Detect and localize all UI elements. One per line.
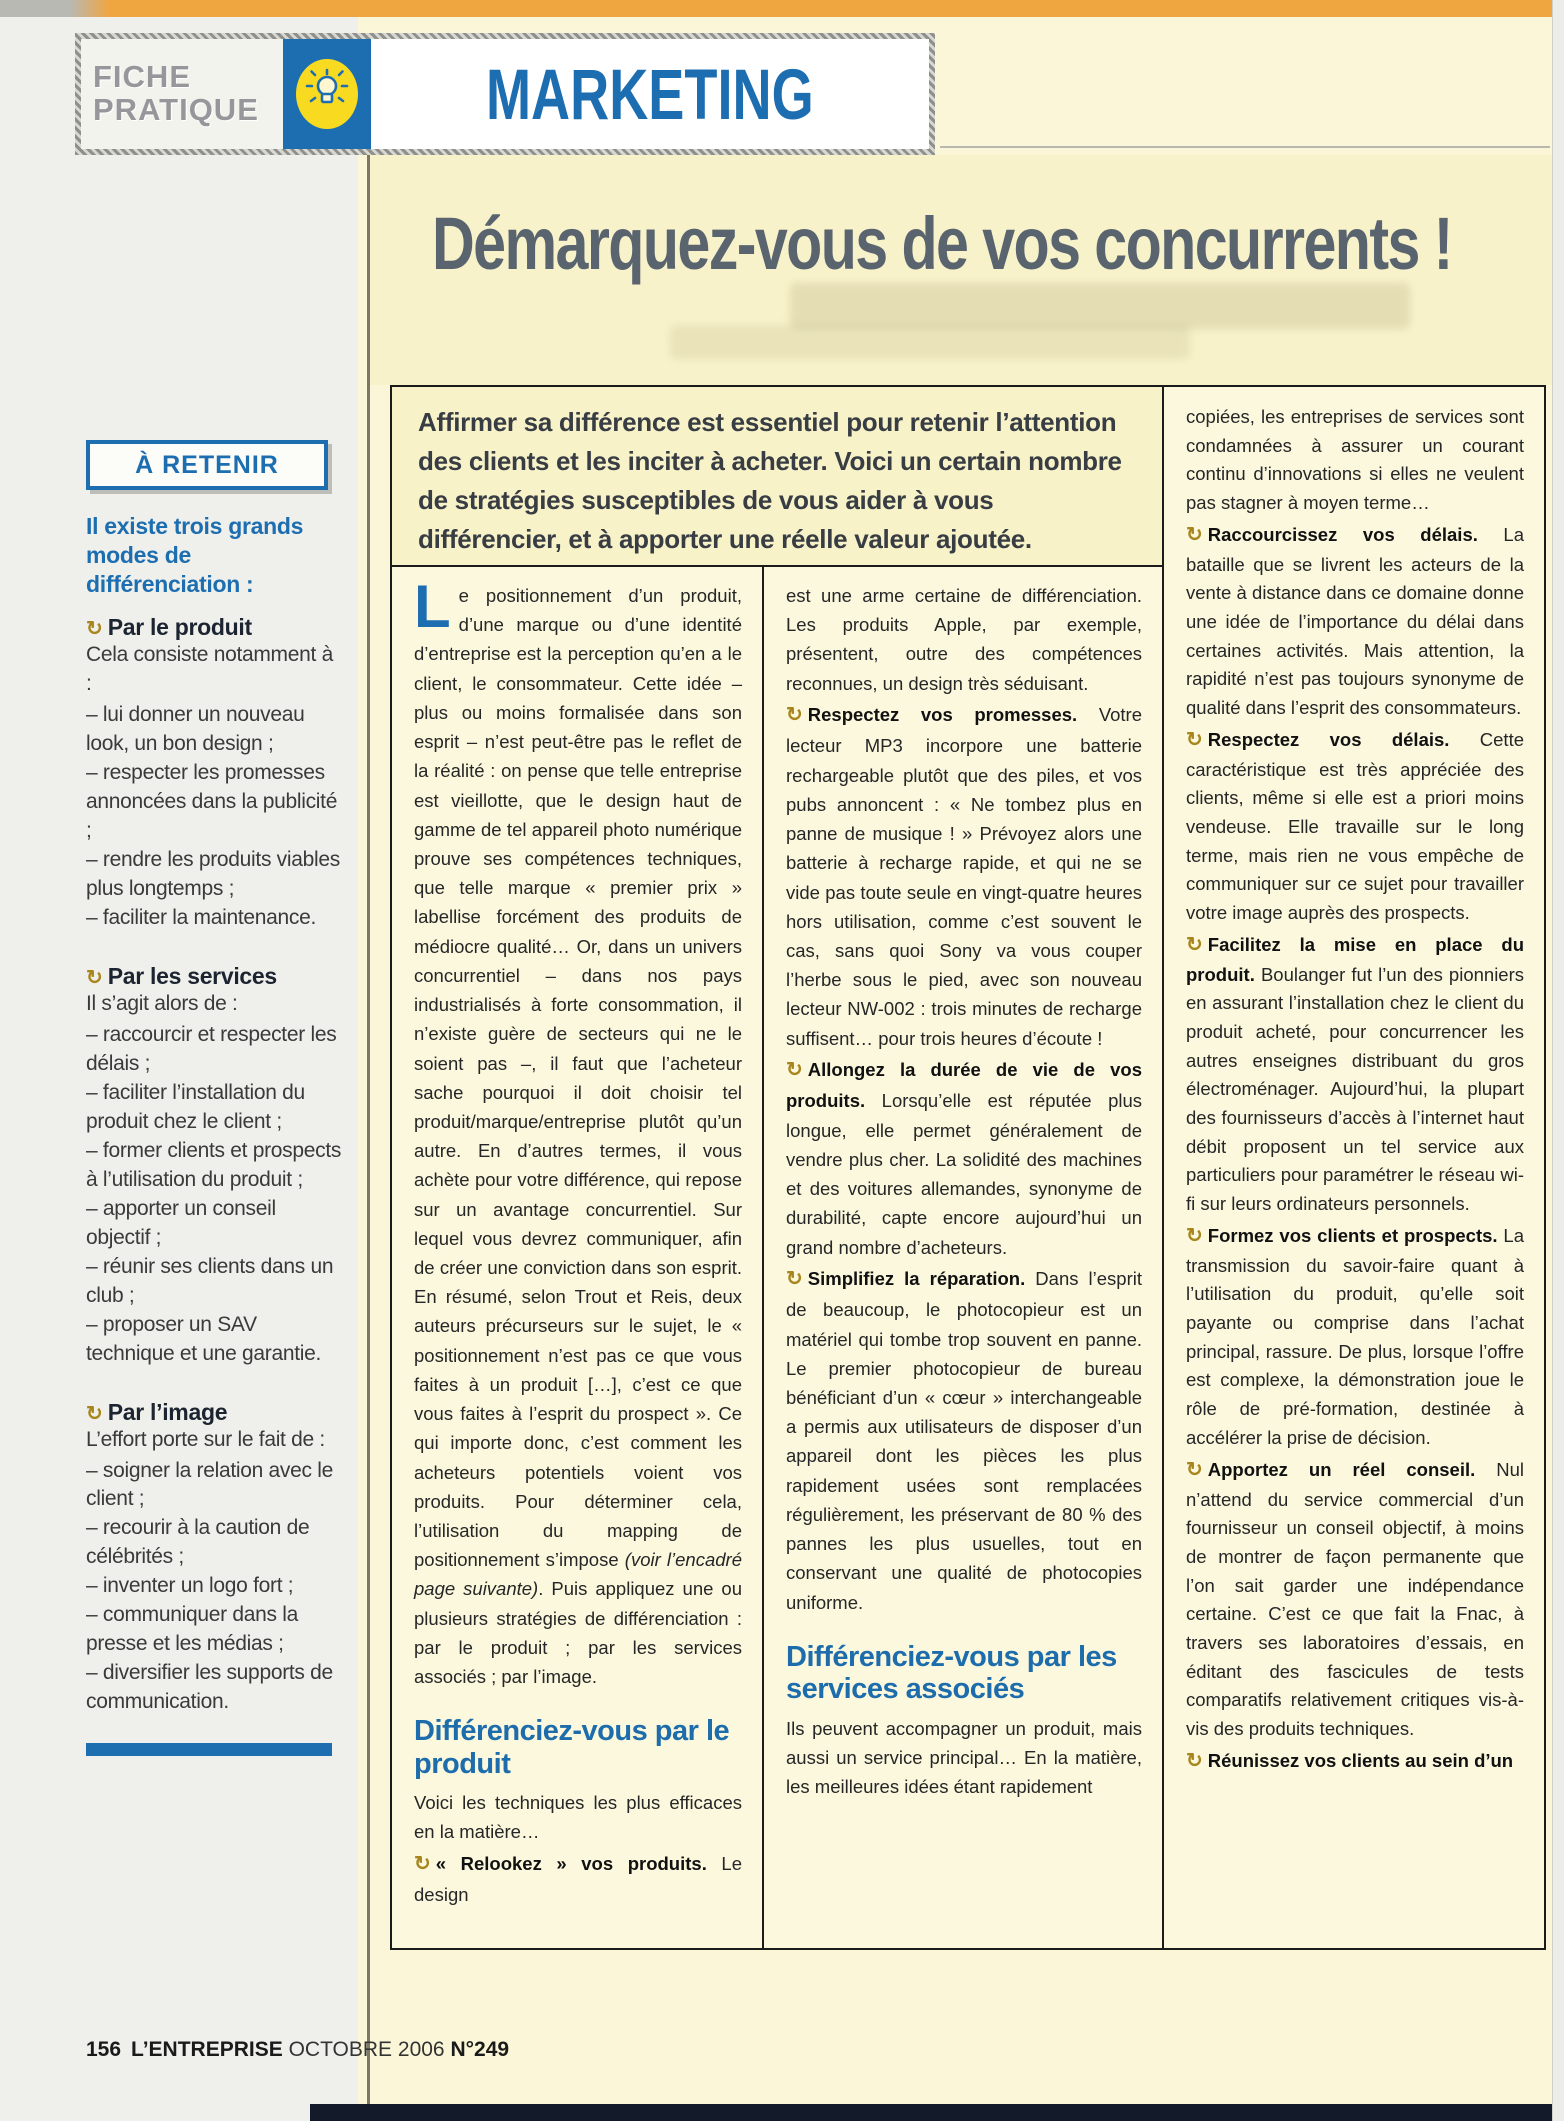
subheading-product: Différenciez-vous par le produit: [414, 1715, 730, 1780]
bullet-lead: Réunissez vos clients au sein d’un: [1207, 1749, 1514, 1771]
list-item: – proposer un SAV technique et une garantie.: [86, 1312, 322, 1365]
bullet-paragraph: [414, 1849, 742, 1910]
top-orange-bar: [0, 0, 1564, 17]
arrow-bullet-icon: ↻: [1186, 933, 1203, 956]
page-gutter-shadow: [367, 152, 370, 2104]
list-item: – faciliter l’installation du produit chez le client ;: [86, 1080, 305, 1133]
bottom-dark-bar: [310, 2104, 1564, 2121]
arrow-bullet-icon: ↻: [786, 703, 803, 726]
page-footer: [86, 2038, 509, 2062]
body-text-italic: (voir l’encadré page suivante): [414, 1549, 743, 1600]
list-item: – lui donner un nouveau look, un bon design ;: [86, 703, 305, 756]
list-item: – respecter les promesses annoncées dans la publicité ;: [86, 761, 338, 843]
list-item: – soigner la relation avec le client ;: [86, 1458, 333, 1511]
bullet-lead: Respectez vos délais.: [1207, 728, 1450, 750]
bullet-paragraph: [786, 1264, 1142, 1617]
sidebar-a-retenir: [86, 440, 342, 1756]
print-bleedthrough: [790, 283, 1410, 329]
title-band: [370, 155, 1552, 385]
sidebar-list: [86, 701, 342, 933]
sidebar-list: [86, 1457, 342, 1718]
arrow-bullet-icon: ↻: [786, 1058, 803, 1081]
sidebar-list: [86, 1021, 342, 1369]
bullet-text: Lorsqu’elle est réputée plus longue, elle permet généralement de vendre plus cher. La solidité des machines et des voitures allemandes, synonyme de durabilité, capte encore aujourd’hui un grand nombre d’acheteurs.: [786, 1090, 1143, 1258]
list-item: – faciliter la maintenance.: [86, 905, 317, 929]
bullet-paragraph: [1186, 930, 1524, 1219]
sidebar-section-image: [86, 1399, 342, 1718]
sidebar-section-produit: [86, 614, 342, 933]
sidebar-section-lead: Il s’agit alors de :: [86, 991, 238, 1015]
bullet-text: Votre lecteur MP3 incorpore une batterie rechargeable plutôt que des piles, et vos pubs annoncent : « Ne tombez plus en panne de musique ! » Prévoyez alors une batterie à recharge rapide, et qui ne se vide pas toute seule en vingt-quatre heures hors utilisation, comme c’est souvent le cas, sans quoi Sony va vous couper l’herbe sous le pied, avec son nouveau lecteur NW-002 : trois minutes de recharge suffisent… pour trois heures d’écoute !: [786, 703, 1143, 1049]
bullet-paragraph: [1186, 1221, 1524, 1453]
arrow-bullet-icon: ↻: [1186, 1749, 1203, 1772]
kicker-box: [81, 39, 283, 149]
arrow-bullet-icon: ↻: [86, 1402, 103, 1425]
list-item: – diversifier les supports de communication.: [86, 1661, 333, 1714]
bullet-paragraph: [1186, 725, 1524, 928]
bullet-lead: Formez vos clients et prospects.: [1207, 1224, 1498, 1246]
sidebar-section-title-row: [86, 614, 342, 641]
list-item: – inventer un logo fort ;: [86, 1574, 294, 1598]
bullet-lead: « Relookez » vos produits.: [435, 1852, 707, 1874]
bullet-paragraph: [786, 700, 1142, 1053]
sidebar-section-title: Par les services: [107, 962, 277, 989]
list-item: – rendre les produits viables plus longtemps ;: [86, 848, 340, 900]
page-title: Démarquez-vous de vos concurrents !: [432, 202, 1452, 285]
section-title-box: [371, 39, 929, 149]
retenir-title: À RETENIR: [135, 451, 279, 479]
sidebar-bottom-rule: [86, 1743, 332, 1756]
list-item: – former clients et prospects à l’utilisation du produit ;: [86, 1138, 342, 1191]
body-paragraph: Voici les techniques les plus efficaces en la matière…: [414, 1792, 742, 1843]
list-item: – raccourcir et respecter les délais ;: [86, 1022, 337, 1075]
issue-number: N°249: [450, 2038, 510, 2061]
sidebar-section-services: [86, 963, 342, 1369]
kicker-line-2: PRATIQUE: [93, 92, 259, 127]
sidebar-section-title-row: [86, 1399, 342, 1426]
column-1: [392, 567, 764, 1948]
section-title: MARKETING: [486, 54, 814, 134]
arrow-bullet-icon: ↻: [414, 1852, 431, 1875]
page-number: 156: [86, 2038, 122, 2061]
bullet-paragraph: [1186, 520, 1524, 723]
bullet-lead: Apportez un réel conseil.: [1207, 1458, 1476, 1480]
intro-paragraph: Affirmer sa différence est essentiel pour retenir l’attention des clients et les inciter à acheter. Voici un certain nombre de stratégies susceptibles de vous aider à vous différencier, et à apporter une réelle valeur ajoutée.: [418, 407, 1122, 554]
sidebar-heading: Il existe trois grands modes de différenciation :: [86, 513, 304, 597]
arrow-bullet-icon: ↻: [1186, 1458, 1203, 1481]
magazine-name: L’ENTREPRISE: [131, 2038, 283, 2061]
arrow-bullet-icon: ↻: [1186, 1224, 1203, 1247]
bullet-paragraph: [1186, 1455, 1524, 1744]
body-text: e positionnement d’un produit, d’une marque ou d’une identité d’entreprise est la perception qu’en a le client, le consommateur. Cette idée – plus ou moins formalisée dans son esprit – n’est peut-être pas le reflet de la réalité : on pense que telle entreprise est vieillotte, que le design haut de gamme de tel appareil photo numérique prouve ses compétences techniques, que telle marque « premier prix » labellise forcément des produits de médiocre qualité… Or, dans un univers concurrentiel – dans nos pays industrialisés à forte consommation, il n’existe guère de secteurs qui ne le soient pas –, il faut que l’acheteur sache pourquoi il doit choisir tel produit/marque/entreprise plutôt qu’un autre. En d’autres termes, il vous achète pour votre différence, qui repose sur un avantage concurrentiel. Sur lequel vous devrez communiquer, afin de créer une conviction dans son esprit. En résumé, selon Trout et Reis, deux auteurs précurseurs sur le sujet, le « positionnement n’est pas ce que vous faites à un produit […], c’est ce que vous faites à l’esprit du prospect ». Ce qui importe donc, c’est comment les acheteurs potentiels voient vos produits. Pour déterminer cela, l’utilisation du mapping de positionnement s’impose: [414, 585, 742, 1571]
sidebar-section-title: Par l’image: [107, 1398, 228, 1425]
issue-date: OCTOBRE 2006: [288, 2038, 445, 2061]
section-icon-tile: [283, 39, 371, 149]
arrow-bullet-icon: ↻: [1186, 728, 1203, 751]
print-bleedthrough: [670, 325, 1190, 359]
list-item: – communiquer dans la presse et les médias ;: [86, 1603, 298, 1656]
list-item: – recourir à la caution de célébrités ;: [86, 1516, 310, 1569]
sidebar-section-lead: Cela consiste notamment à :: [86, 643, 333, 696]
sidebar-section-lead: L’effort porte sur le fait de :: [86, 1427, 325, 1451]
arrow-bullet-icon: ↻: [86, 618, 103, 641]
bullet-text: La transmission du savoir-faire quant à l’utilisation du produit, qu’elle soit payante ou comprise dans l’achat principal, rassure. De plus, lorsque l’offre est complexe, la démonstration joue le rôle de pré-formation, destinée à accélérer la prise de décision.: [1186, 1224, 1524, 1448]
bullet-text: La bataille que se livrent les acteurs de la vente à distance dans ce domaine donne une idée de l’importance du délai dans certaines activités. Mais attention, la rapidité n’est pas toujours synonyme de qualité dans l’esprit des consommateurs.: [1186, 523, 1524, 719]
body-text: . Puis appliquez une ou plusieurs stratégies de différenciation : par le produit ; par les services associés ; par l’image.: [414, 1578, 742, 1688]
body-paragraph: est une arme certaine de différenciation. Les produits Apple, par exemple, présentent, outre des compétences reconnues, un design très séduisant.: [786, 585, 1142, 694]
bullet-text: Le design: [414, 1852, 742, 1906]
page-header: [75, 33, 935, 155]
column-3: [1164, 387, 1544, 1948]
bullet-lead: Respectez vos promesses.: [807, 703, 1078, 725]
body-paragraph: copiées, les entreprises de services sont condamnées à assurer un courant continu d’innovations si elles ne veulent pas stagner à moyen terme…: [1186, 406, 1524, 514]
article-body: [390, 385, 1546, 1950]
kicker-line-1: FICHE: [93, 59, 191, 95]
bullet-text: Dans l’esprit de beaucoup, le photocopieur est un matériel qui tombe trop souvent en panne. Le premier photocopieur de bureau bénéficiant d’un « cœur » interchangeable a permis aux utilisateurs de disposer d’un appareil dont les pièces les plus rapidement usées sont remplacées régulièrement, les préservant de 80 % des pannes les plus usuelles, tout en conservant une qualité de photocopies uniforme.: [786, 1267, 1142, 1613]
bullet-lead: Raccourcissez vos délais.: [1207, 523, 1478, 545]
bullet-text: Boulanger fut l’un des pionniers en assurant l’installation chez le client du produit acheté, pour concurrencer les autres enseignes distribuant du gros électroménager. Aujourd’hui, la plupart des fournisseurs d’accès à l’internet haut débit proposent un tel service aux particuliers pour paramétrer le réseau wi-fi sur leurs ordinateurs personnels.: [1186, 963, 1524, 1215]
body-paragraph: [414, 573, 743, 1691]
sidebar-section-title-row: [86, 963, 342, 990]
retenir-box: [86, 440, 328, 490]
header-rule: [940, 146, 1550, 148]
dropcap: L: [414, 573, 451, 640]
column-2: [764, 567, 1164, 1948]
bullet-lead: Allongez la durée de vie de vos produits.: [786, 1058, 1142, 1112]
scan-right-edge: [1552, 0, 1564, 2121]
arrow-bullet-icon: ↻: [1186, 523, 1203, 546]
sidebar-section-title: Par le produit: [107, 614, 252, 641]
bullet-paragraph: [786, 1055, 1142, 1262]
body-paragraph: Ils peuvent accompagner un produit, mais aussi un service principal… En la matière, les meilleures idées étant rapidement: [786, 1717, 1142, 1798]
arrow-bullet-icon: ↻: [86, 966, 103, 989]
list-item: – réunir ses clients dans un club ;: [86, 1254, 334, 1307]
bullet-lead: Facilitez la mise en place du produit.: [1186, 933, 1524, 985]
subheading-services: Différenciez-vous par les services associés: [786, 1640, 1117, 1706]
bullet-lead: Simplifiez la réparation.: [807, 1267, 1026, 1289]
intro-box: [392, 387, 1164, 567]
arrow-bullet-icon: ↻: [786, 1267, 803, 1290]
list-item: – apporter un conseil objectif ;: [86, 1196, 276, 1249]
bullet-paragraph: [1186, 1746, 1524, 1777]
bullet-text: Nul n’attend du service commercial d’un fournisseur un conseil objectif, à moins de montrer de façon permanente que l’on sait garder une indépendance certaine. C’est ce que fait la Fnac, à travers ses laboratoires d’essais, en éditant des fascicules de tests comparatifs relativement critiques vis-à-vis des produits techniques.: [1186, 1458, 1524, 1739]
lightbulb-icon: [296, 59, 358, 129]
bullet-text: Cette caractéristique est très appréciée des clients, même si elle est a priori moins vendeuse. Elle travaille sur le long terme, mais rien ne vous empêche de communiquer sur ce sujet pour travailler votre image auprès des prospects.: [1186, 728, 1524, 924]
